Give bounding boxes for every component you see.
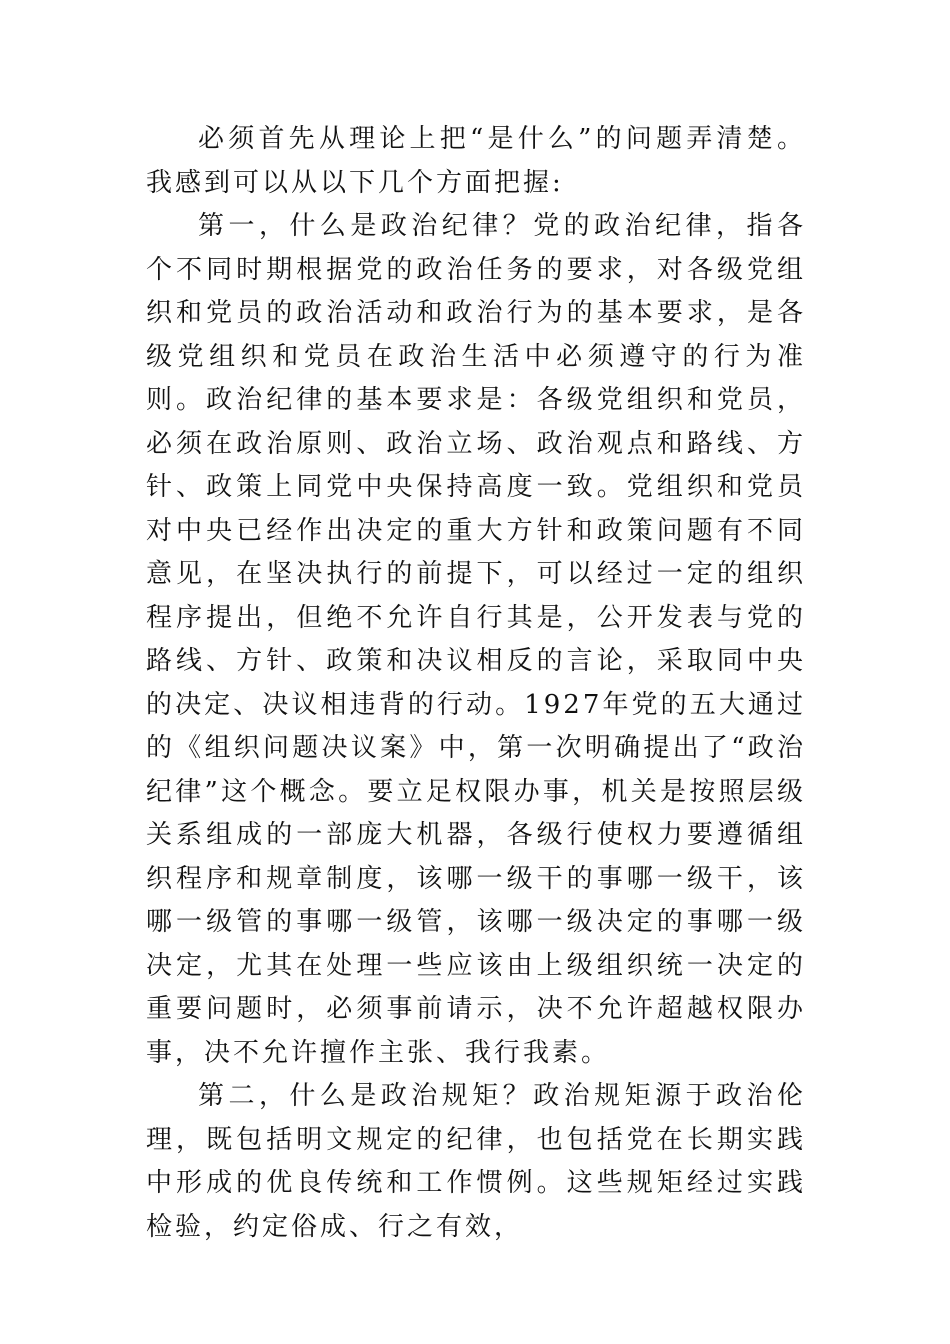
paragraph-intro: 必须首先从理论上把“是什么”的问题弄清楚。我感到可以从以下几个方面把握: (146, 124, 806, 198)
document-body (146, 118, 806, 1249)
paragraph-political-discipline: 第一，什么是政治纪律？党的政治纪律，指各个不同时期根据党的政治任务的要求，对各级党组织和党员的政治活动和政治行为的基本要求，是各级党组织和党员在政治生活中必须遵守的行为准则。政治纪律的基本要求是：各级党组织和党员，必须在政治原则、政治立场、政治观点和路线、方针、政策上同党中央保持高度一致。党组织和党员对中央已经作出决定的重大方针和政策问题有不同意见，在坚决执行的前提下，可以经过一定的组织程序提出，但绝不允许自行其是，公开发表与党的路线、方针、政策和决议相反的言论，采取同中央的决定、决议相违背的行动。1927年党的五大通过的《组织问题决议案》中，第一次明确提出了“政治纪律”这个概念。要立足权限办事，机关是按照层级关系组成的一部庞大机器，各级行使权力要遵循组织程序和规章制度，该哪一级干的事哪一级干，该哪一级管的事哪一级管，该哪一级决定的事哪一级决定，尤其在处理一些应该由上级组织统一决定的重要问题时，必须事前请示，决不允许超越权限办事，决不允许擅作主张、我行我素。 (146, 211, 806, 1068)
paragraph-political-rules: 第二，什么是政治规矩？政治规矩源于政治伦理，既包括明文规定的纪律，也包括党在长期实践中形成的优良传统和工作惯例。这些规矩经过实践检验，约定俗成、行之有效， (146, 1081, 806, 1242)
